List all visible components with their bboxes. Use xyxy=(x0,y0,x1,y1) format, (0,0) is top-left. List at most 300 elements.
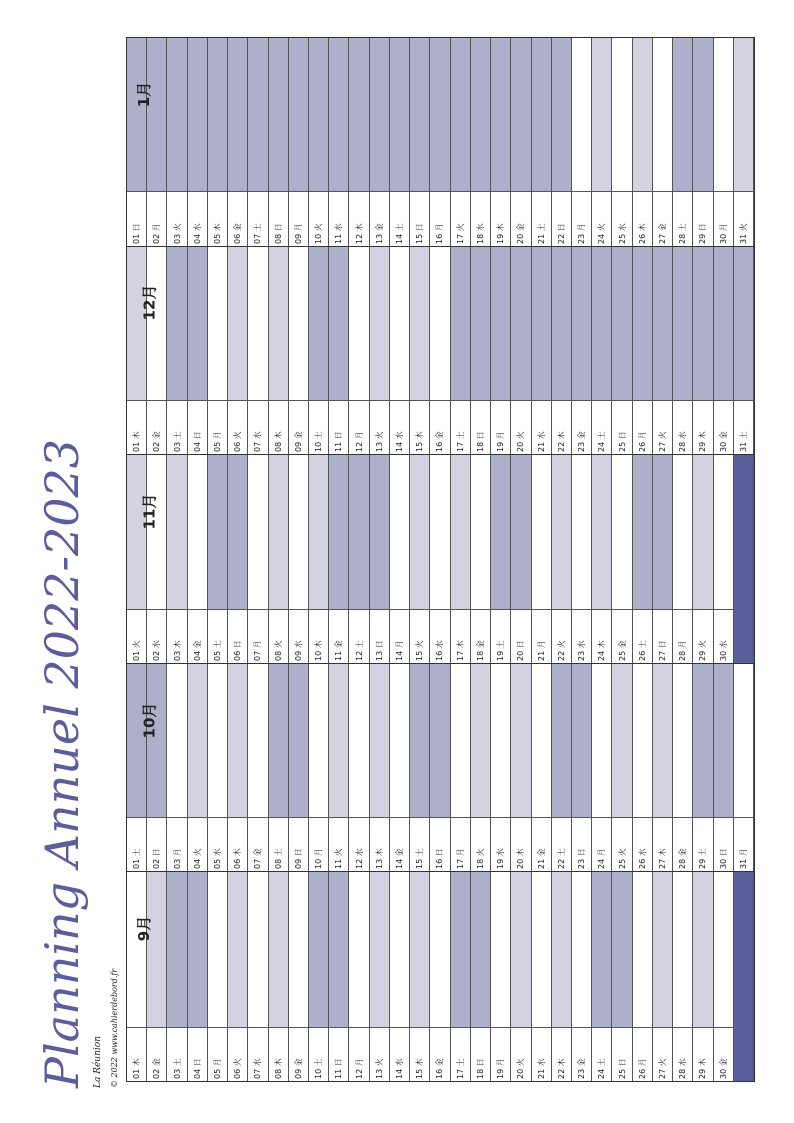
day-label-box xyxy=(653,400,672,454)
day-label-box xyxy=(430,817,449,871)
day-label-box xyxy=(188,817,207,871)
day-label-box xyxy=(269,817,288,871)
day-label-box xyxy=(309,191,328,245)
day-label: 21 月 xyxy=(536,640,546,661)
day-label-box xyxy=(430,191,449,245)
day-label-box xyxy=(390,1027,409,1081)
day-cell[interactable] xyxy=(410,455,430,663)
day-cell[interactable] xyxy=(612,872,632,1081)
day-label-box xyxy=(693,400,712,454)
day-cell[interactable] xyxy=(511,455,531,663)
day-cell[interactable] xyxy=(491,455,511,663)
day-label-box xyxy=(471,191,490,245)
day-cell[interactable] xyxy=(370,38,390,246)
day-cell[interactable] xyxy=(572,38,592,246)
day-cell[interactable] xyxy=(673,38,693,246)
day-label: 23 金 xyxy=(577,431,587,453)
day-label: 27 金 xyxy=(657,222,667,244)
day-cell[interactable] xyxy=(208,664,228,872)
day-label: 15 日 xyxy=(415,222,425,244)
day-label: 09 金 xyxy=(293,1058,303,1079)
day-cell[interactable] xyxy=(592,247,612,455)
day-label-box xyxy=(532,1027,551,1081)
day-cell[interactable] xyxy=(127,38,147,246)
day-cell[interactable] xyxy=(248,455,268,663)
day-cell[interactable] xyxy=(188,247,208,455)
day-label-box xyxy=(127,609,146,663)
day-label: 04 金 xyxy=(192,640,202,661)
day-cell[interactable] xyxy=(127,664,147,872)
day-cell[interactable] xyxy=(693,38,713,246)
day-cell[interactable] xyxy=(471,872,491,1081)
day-cell[interactable] xyxy=(248,664,268,872)
day-cell[interactable] xyxy=(329,872,349,1081)
day-label-box xyxy=(370,817,389,871)
day-label: 14 月 xyxy=(395,640,405,661)
day-cell[interactable] xyxy=(552,872,572,1081)
day-cell[interactable] xyxy=(228,455,248,663)
day-cell[interactable] xyxy=(491,247,511,455)
day-cell[interactable] xyxy=(208,455,228,663)
day-cell[interactable] xyxy=(208,872,228,1081)
day-cell[interactable] xyxy=(127,455,147,663)
day-cell[interactable] xyxy=(390,247,410,455)
day-cell[interactable] xyxy=(532,664,552,872)
day-label-box xyxy=(188,1027,207,1081)
day-label-box xyxy=(228,400,247,454)
day-label-box xyxy=(370,400,389,454)
day-label: 04 日 xyxy=(192,1058,202,1079)
day-label: 22 土 xyxy=(556,848,566,870)
day-label-box xyxy=(188,400,207,454)
day-label-box xyxy=(208,400,227,454)
day-label: 06 日 xyxy=(233,640,243,661)
day-cell[interactable] xyxy=(349,664,369,872)
day-cell[interactable] xyxy=(228,664,248,872)
day-cell[interactable] xyxy=(451,664,471,872)
day-label: 12 月 xyxy=(354,431,364,453)
day-label-box xyxy=(289,191,308,245)
day-label: 14 土 xyxy=(395,222,405,244)
day-cell[interactable] xyxy=(329,247,349,455)
day-cell[interactable] xyxy=(552,38,572,246)
day-cell[interactable] xyxy=(471,38,491,246)
day-cell[interactable] xyxy=(410,664,430,872)
day-cell[interactable] xyxy=(147,664,167,872)
day-cell[interactable] xyxy=(693,664,713,872)
day-label: 22 木 xyxy=(556,431,566,453)
day-cell[interactable] xyxy=(349,38,369,246)
day-label: 24 土 xyxy=(597,431,607,453)
day-cell[interactable] xyxy=(714,664,734,872)
day-label-box xyxy=(592,609,611,663)
day-label: 18 日 xyxy=(475,1058,485,1079)
day-label-box xyxy=(612,400,631,454)
day-cell[interactable] xyxy=(127,872,147,1081)
day-cell[interactable] xyxy=(532,455,552,663)
day-cell[interactable] xyxy=(370,247,390,455)
day-label-box xyxy=(673,400,692,454)
day-label-box xyxy=(532,191,551,245)
day-label-box xyxy=(673,817,692,871)
day-cell[interactable] xyxy=(693,455,713,663)
day-cell[interactable] xyxy=(592,455,612,663)
day-label: 04 水 xyxy=(192,222,202,244)
day-label: 05 水 xyxy=(213,848,222,870)
day-cell[interactable] xyxy=(248,247,268,455)
day-label-box xyxy=(714,609,733,663)
day-label: 01 土 xyxy=(132,848,142,870)
day-label-box xyxy=(248,400,267,454)
day-label: 11 日 xyxy=(334,1058,344,1079)
day-cell[interactable] xyxy=(552,247,572,455)
day-cell[interactable] xyxy=(714,455,734,663)
day-cell[interactable] xyxy=(532,38,552,246)
day-label-box xyxy=(430,1027,449,1081)
day-label: 05 月 xyxy=(213,1058,222,1079)
day-cell[interactable] xyxy=(147,38,167,246)
day-label-box xyxy=(633,400,652,454)
day-cell[interactable] xyxy=(167,247,187,455)
day-cell[interactable] xyxy=(673,247,693,455)
day-label-box xyxy=(673,191,692,245)
day-label-box xyxy=(228,191,247,245)
day-label-box xyxy=(329,400,348,454)
day-label-box xyxy=(734,817,753,871)
day-label: 30 水 xyxy=(718,640,728,661)
day-cell[interactable] xyxy=(612,247,632,455)
day-cell[interactable] xyxy=(430,664,450,872)
day-cell[interactable] xyxy=(714,38,734,246)
day-cell[interactable] xyxy=(592,664,612,872)
day-cell[interactable] xyxy=(329,664,349,872)
day-cell[interactable] xyxy=(532,872,552,1081)
day-label-box xyxy=(532,817,551,871)
day-label: 25 日 xyxy=(617,1058,627,1079)
day-cell[interactable] xyxy=(289,38,309,246)
day-label: 17 火 xyxy=(455,222,465,244)
day-label: 08 木 xyxy=(273,1058,283,1079)
day-cell[interactable] xyxy=(188,38,208,246)
day-cell[interactable] xyxy=(572,455,592,663)
day-cell[interactable] xyxy=(390,38,410,246)
day-label-box xyxy=(633,1027,652,1081)
day-label-box xyxy=(451,609,470,663)
day-cell[interactable] xyxy=(734,247,754,455)
day-label-box xyxy=(693,609,712,663)
day-cell[interactable] xyxy=(269,38,289,246)
day-label: 25 金 xyxy=(617,640,627,661)
day-cell[interactable] xyxy=(592,872,612,1081)
day-label: 11 金 xyxy=(334,640,344,661)
day-label-box xyxy=(208,191,227,245)
day-cell[interactable] xyxy=(734,872,754,1081)
day-cell[interactable] xyxy=(511,664,531,872)
day-cell[interactable] xyxy=(471,664,491,872)
day-label: 17 木 xyxy=(455,640,465,661)
day-label: 19 木 xyxy=(496,222,506,244)
day-label: 11 火 xyxy=(334,848,344,870)
day-label: 03 土 xyxy=(172,1058,182,1079)
day-label: 10 火 xyxy=(314,222,324,244)
day-cell[interactable] xyxy=(673,455,693,663)
day-label: 05 土 xyxy=(213,640,222,661)
day-label-box xyxy=(410,400,429,454)
day-cell[interactable] xyxy=(653,247,673,455)
day-label-box xyxy=(572,817,591,871)
day-label: 17 月 xyxy=(455,848,465,870)
day-label: 20 火 xyxy=(516,431,526,453)
day-label-box xyxy=(592,400,611,454)
day-cell[interactable] xyxy=(511,38,531,246)
day-label-box xyxy=(471,1027,490,1081)
day-label: 07 水 xyxy=(253,1058,263,1079)
day-cell[interactable] xyxy=(309,247,329,455)
day-label: 01 日 xyxy=(132,222,142,244)
day-cell[interactable] xyxy=(612,38,632,246)
day-label: 22 木 xyxy=(556,1058,566,1079)
day-label: 03 木 xyxy=(172,640,182,661)
day-label: 12 水 xyxy=(354,848,364,870)
day-cell[interactable] xyxy=(329,455,349,663)
month-band xyxy=(127,664,754,873)
day-label: 03 火 xyxy=(172,222,182,244)
day-cell[interactable] xyxy=(390,872,410,1081)
day-cell[interactable] xyxy=(390,455,410,663)
day-label-box xyxy=(147,817,166,871)
day-cell[interactable] xyxy=(653,872,673,1081)
day-cell[interactable] xyxy=(572,872,592,1081)
day-label-box xyxy=(491,191,510,245)
day-label-box xyxy=(370,191,389,245)
day-cell[interactable] xyxy=(349,455,369,663)
day-label-box xyxy=(390,817,409,871)
day-cell[interactable] xyxy=(269,455,289,663)
day-cell[interactable] xyxy=(491,664,511,872)
day-cell[interactable] xyxy=(552,664,572,872)
day-label-box xyxy=(370,1027,389,1081)
region-label: La Réunion xyxy=(93,1036,103,1088)
month-label: 9月 xyxy=(135,916,154,942)
day-cell[interactable] xyxy=(309,872,329,1081)
month-band xyxy=(127,247,754,456)
day-label-box xyxy=(491,817,510,871)
day-cell[interactable] xyxy=(552,455,572,663)
day-label: 04 火 xyxy=(192,848,202,870)
day-label-box xyxy=(511,191,530,245)
day-cell[interactable] xyxy=(167,455,187,663)
day-label-box xyxy=(451,1027,470,1081)
day-cell[interactable] xyxy=(592,38,612,246)
day-cell[interactable] xyxy=(208,38,228,246)
day-label: 05 木 xyxy=(213,222,222,244)
day-cell[interactable] xyxy=(653,38,673,246)
day-label-box xyxy=(471,400,490,454)
day-cell[interactable] xyxy=(451,455,471,663)
day-label: 28 水 xyxy=(678,431,688,453)
day-label-box xyxy=(349,400,368,454)
day-label: 12 土 xyxy=(354,640,364,661)
day-cell[interactable] xyxy=(269,872,289,1081)
day-label: 21 土 xyxy=(536,222,546,244)
day-cell[interactable] xyxy=(430,38,450,246)
day-label-box xyxy=(269,1027,288,1081)
day-label-box xyxy=(612,817,631,871)
day-cell[interactable] xyxy=(653,664,673,872)
day-cell[interactable] xyxy=(430,872,450,1081)
day-cell[interactable] xyxy=(127,247,147,455)
day-label-box xyxy=(167,400,186,454)
day-cell[interactable] xyxy=(289,664,309,872)
day-cell[interactable] xyxy=(289,455,309,663)
day-cell[interactable] xyxy=(612,455,632,663)
day-cell[interactable] xyxy=(370,455,390,663)
day-label: 11 水 xyxy=(334,222,344,244)
day-label: 08 日 xyxy=(273,222,283,244)
day-cell[interactable] xyxy=(430,247,450,455)
day-label-box xyxy=(228,817,247,871)
day-label-box xyxy=(248,609,267,663)
day-label: 24 月 xyxy=(597,848,607,870)
day-label: 18 火 xyxy=(475,848,485,870)
day-label-box xyxy=(511,817,530,871)
day-cell[interactable] xyxy=(451,38,471,246)
day-cell[interactable] xyxy=(248,872,268,1081)
day-cell[interactable] xyxy=(289,872,309,1081)
day-label-box xyxy=(552,1027,571,1081)
day-label: 17 土 xyxy=(455,1058,465,1079)
day-cell[interactable] xyxy=(734,664,754,872)
day-label: 20 火 xyxy=(516,1058,526,1079)
day-cell[interactable] xyxy=(147,872,167,1081)
day-label-box xyxy=(309,400,328,454)
day-cell[interactable] xyxy=(228,872,248,1081)
day-cell[interactable] xyxy=(167,664,187,872)
day-cell[interactable] xyxy=(491,872,511,1081)
day-cell[interactable] xyxy=(511,872,531,1081)
day-cell[interactable] xyxy=(370,872,390,1081)
day-label: 07 金 xyxy=(253,848,263,870)
day-cell[interactable] xyxy=(451,247,471,455)
day-cell[interactable] xyxy=(734,455,754,663)
day-cell[interactable] xyxy=(572,664,592,872)
day-cell[interactable] xyxy=(410,872,430,1081)
day-cell[interactable] xyxy=(188,872,208,1081)
day-cell[interactable] xyxy=(147,455,167,663)
day-cell[interactable] xyxy=(269,664,289,872)
year-planner-grid xyxy=(126,37,755,1082)
day-label-box xyxy=(289,817,308,871)
day-cell[interactable] xyxy=(714,872,734,1081)
day-cell[interactable] xyxy=(289,247,309,455)
day-label-box xyxy=(552,400,571,454)
day-label: 18 水 xyxy=(475,222,485,244)
day-cell[interactable] xyxy=(673,664,693,872)
day-cell[interactable] xyxy=(349,247,369,455)
day-cell[interactable] xyxy=(430,455,450,663)
day-label-box xyxy=(653,191,672,245)
day-cell[interactable] xyxy=(269,247,289,455)
day-cell[interactable] xyxy=(309,38,329,246)
day-cell[interactable] xyxy=(410,247,430,455)
day-cell[interactable] xyxy=(451,872,471,1081)
day-cell[interactable] xyxy=(471,455,491,663)
day-label: 30 金 xyxy=(718,1058,728,1079)
day-label-box xyxy=(228,609,247,663)
day-cell[interactable] xyxy=(673,872,693,1081)
day-cell[interactable] xyxy=(390,664,410,872)
day-cell[interactable] xyxy=(532,247,552,455)
day-cell[interactable] xyxy=(653,455,673,663)
day-label-box xyxy=(592,1027,611,1081)
day-label-box xyxy=(552,191,571,245)
day-label-box xyxy=(673,1027,692,1081)
day-label-box xyxy=(592,817,611,871)
day-cell[interactable] xyxy=(370,664,390,872)
day-cell[interactable] xyxy=(471,247,491,455)
day-cell[interactable] xyxy=(248,38,268,246)
day-cell[interactable] xyxy=(167,872,187,1081)
day-cell[interactable] xyxy=(147,247,167,455)
day-label-box xyxy=(289,1027,308,1081)
day-cell[interactable] xyxy=(410,38,430,246)
day-label: 07 月 xyxy=(253,640,263,661)
day-label: 06 火 xyxy=(233,1058,243,1079)
day-cell[interactable] xyxy=(572,247,592,455)
day-cell[interactable] xyxy=(491,38,511,246)
day-label-box xyxy=(612,1027,631,1081)
day-cell[interactable] xyxy=(714,247,734,455)
day-label: 29 木 xyxy=(698,431,708,453)
day-cell[interactable] xyxy=(633,664,653,872)
day-label-box xyxy=(349,609,368,663)
day-cell[interactable] xyxy=(349,872,369,1081)
day-cell[interactable] xyxy=(188,664,208,872)
day-cell[interactable] xyxy=(309,664,329,872)
day-label: 23 日 xyxy=(577,848,587,870)
day-label-box xyxy=(390,191,409,245)
day-label: 16 金 xyxy=(435,1058,445,1079)
day-cell[interactable] xyxy=(511,247,531,455)
day-cell[interactable] xyxy=(633,247,653,455)
day-cell[interactable] xyxy=(633,455,653,663)
day-cell[interactable] xyxy=(693,247,713,455)
day-label-box xyxy=(471,609,490,663)
day-label: 13 金 xyxy=(374,222,384,244)
day-cell[interactable] xyxy=(228,247,248,455)
day-cell[interactable] xyxy=(188,455,208,663)
day-label-box xyxy=(410,609,429,663)
day-cell[interactable] xyxy=(208,247,228,455)
day-label: 09 日 xyxy=(293,848,303,870)
day-cell[interactable] xyxy=(612,664,632,872)
day-label-box xyxy=(532,400,551,454)
day-label-box xyxy=(208,817,227,871)
day-cell[interactable] xyxy=(693,872,713,1081)
day-label: 01 火 xyxy=(132,640,142,661)
day-label-box xyxy=(147,609,166,663)
day-cell[interactable] xyxy=(734,38,754,246)
day-cell[interactable] xyxy=(329,38,349,246)
day-cell[interactable] xyxy=(167,38,187,246)
day-label-box xyxy=(673,609,692,663)
day-cell[interactable] xyxy=(309,455,329,663)
day-cell[interactable] xyxy=(633,38,653,246)
day-cell[interactable] xyxy=(228,38,248,246)
day-cell[interactable] xyxy=(633,872,653,1081)
day-label-box xyxy=(167,1027,186,1081)
day-label-box xyxy=(430,609,449,663)
